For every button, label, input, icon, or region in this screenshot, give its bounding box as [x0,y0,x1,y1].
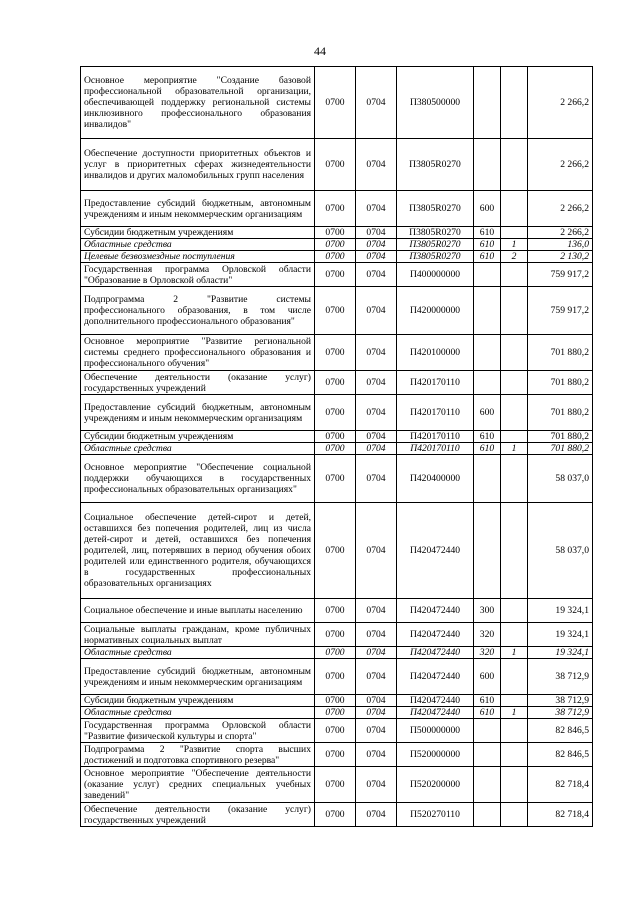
section-code-cell: 0700 [315,67,356,139]
amount-cell: 82 718,4 [528,767,593,803]
funding-source-cell [501,191,528,227]
subsection-code-cell: 0704 [356,443,397,455]
expense-type-cell [474,263,501,287]
section-code-cell: 0700 [315,623,356,647]
funding-source-cell [501,599,528,623]
section-code-cell: 0700 [315,599,356,623]
subsection-code-cell: 0704 [356,623,397,647]
section-code-cell: 0700 [315,659,356,695]
page-number: 44 [314,44,326,58]
section-code-cell: 0700 [315,431,356,443]
funding-source-cell [501,767,528,803]
amount-cell: 19 324,1 [528,647,593,659]
target-article-cell: П420472440 [397,707,474,719]
subsection-code-cell: 0704 [356,503,397,599]
subsection-code-cell: 0704 [356,395,397,431]
section-code-cell: 0700 [315,395,356,431]
expense-type-cell: 300 [474,599,501,623]
funding-source-cell [501,395,528,431]
funding-source-cell [501,659,528,695]
row-name-cell: Основное мероприятие "Обеспечение социальной поддержки обучающихся в государственных профессиональных образовательных организациях" [81,455,315,503]
expense-type-cell: 610 [474,431,501,443]
row-name-cell: Областные средства [81,647,315,659]
amount-cell: 701 880,2 [528,443,593,455]
funding-source-cell: 1 [501,239,528,251]
funding-source-cell [501,455,528,503]
table-row [81,395,593,431]
funding-source-cell [501,695,528,707]
expense-type-cell: 610 [474,239,501,251]
funding-source-cell [501,335,528,371]
row-name-cell: Государственная программа Орловской области "Образование в Орловской области" [81,263,315,287]
table-row [81,251,593,263]
target-article-cell: П420000000 [397,287,474,335]
table-row [81,191,593,227]
target-article-cell: П420472440 [397,599,474,623]
amount-cell: 58 037,0 [528,455,593,503]
section-code-cell: 0700 [315,287,356,335]
expense-type-cell: 600 [474,395,501,431]
table-row [81,455,593,503]
funding-source-cell: 1 [501,647,528,659]
section-code-cell: 0700 [315,719,356,743]
row-name-cell: Целевые безвозмездные поступления [81,251,315,263]
row-name-cell: Подпрограмма 2 "Развитие системы профессионального образования, в том числе дополнительного профессионального образования" [81,287,315,335]
target-article-cell: П420170110 [397,443,474,455]
row-name-cell: Предоставление субсидий бюджетным, автономным учреждениям и иным некоммерческим организациям [81,395,315,431]
amount-cell: 2 130,2 [528,251,593,263]
expense-type-cell [474,371,501,395]
table-row [81,695,593,707]
section-code-cell: 0700 [315,455,356,503]
row-name-cell: Основное мероприятие "Развитие региональной системы среднего профессионального образования и профессионального обучения" [81,335,315,371]
expense-type-cell [474,287,501,335]
subsection-code-cell: 0704 [356,263,397,287]
row-name-cell: Областные средства [81,707,315,719]
amount-cell: 701 880,2 [528,395,593,431]
table-row [81,371,593,395]
section-code-cell: 0700 [315,707,356,719]
row-name-cell: Предоставление субсидий бюджетным, автономным учреждениям и иным некоммерческим организациям [81,191,315,227]
subsection-code-cell: 0704 [356,67,397,139]
funding-source-cell [501,431,528,443]
funding-source-cell [501,67,528,139]
subsection-code-cell: 0704 [356,191,397,227]
table-row [81,767,593,803]
row-name-cell: Социальные выплаты гражданам, кроме публичных нормативных социальных выплат [81,623,315,647]
funding-source-cell: 1 [501,707,528,719]
target-article-cell: П520270110 [397,803,474,827]
target-article-cell: П420472440 [397,647,474,659]
subsection-code-cell: 0704 [356,455,397,503]
expense-type-cell: 320 [474,623,501,647]
funding-source-cell [501,139,528,191]
expense-type-cell [474,139,501,191]
expense-type-cell [474,803,501,827]
subsection-code-cell: 0704 [356,803,397,827]
amount-cell: 2 266,2 [528,139,593,191]
row-name-cell: Основное мероприятие "Обеспечение деятельности (оказание услуг) средних специальных учебных заведений" [81,767,315,803]
target-article-cell: П3805R0270 [397,239,474,251]
row-name-cell: Государственная программа Орловской области "Развитие физической культуры и спорта" [81,719,315,743]
amount-cell: 701 880,2 [528,431,593,443]
expense-type-cell: 610 [474,695,501,707]
section-code-cell: 0700 [315,803,356,827]
section-code-cell: 0700 [315,767,356,803]
funding-source-cell [501,287,528,335]
table-row [81,443,593,455]
section-code-cell: 0700 [315,371,356,395]
table-row [81,139,593,191]
table-row [81,287,593,335]
funding-source-cell: 2 [501,251,528,263]
section-code-cell: 0700 [315,695,356,707]
table-row [81,263,593,287]
funding-source-cell [501,803,528,827]
budget-table-body [81,67,593,827]
subsection-code-cell: 0704 [356,287,397,335]
row-name-cell: Субсидии бюджетным учреждениям [81,227,315,239]
table-row [81,743,593,767]
expense-type-cell [474,503,501,599]
expense-type-cell: 610 [474,707,501,719]
table-row [81,623,593,647]
expense-type-cell [474,743,501,767]
section-code-cell: 0700 [315,335,356,371]
expense-type-cell: 610 [474,443,501,455]
amount-cell: 759 917,2 [528,287,593,335]
target-article-cell: П3805R0270 [397,139,474,191]
table-row [81,431,593,443]
funding-source-cell [501,623,528,647]
table-row [81,503,593,599]
expense-type-cell: 610 [474,251,501,263]
amount-cell: 2 266,2 [528,227,593,239]
amount-cell: 82 846,5 [528,719,593,743]
subsection-code-cell: 0704 [356,707,397,719]
target-article-cell: П420472440 [397,695,474,707]
row-name-cell: Обеспечение деятельности (оказание услуг) государственных учреждений [81,803,315,827]
amount-cell: 58 037,0 [528,503,593,599]
amount-cell: 701 880,2 [528,371,593,395]
table-row [81,599,593,623]
row-name-cell: Субсидии бюджетным учреждениям [81,695,315,707]
amount-cell: 82 846,5 [528,743,593,767]
expense-type-cell: 600 [474,659,501,695]
section-code-cell: 0700 [315,227,356,239]
subsection-code-cell: 0704 [356,647,397,659]
amount-cell: 38 712,9 [528,695,593,707]
expense-type-cell: 600 [474,191,501,227]
target-article-cell: П420100000 [397,335,474,371]
target-article-cell: П420472440 [397,623,474,647]
amount-cell: 38 712,9 [528,707,593,719]
table-row [81,647,593,659]
row-name-cell: Субсидии бюджетным учреждениям [81,431,315,443]
target-article-cell: П420472440 [397,503,474,599]
row-name-cell: Социальное обеспечение и иные выплаты населению [81,599,315,623]
expense-type-cell: 320 [474,647,501,659]
expense-type-cell [474,455,501,503]
subsection-code-cell: 0704 [356,227,397,239]
expense-type-cell [474,767,501,803]
target-article-cell: П420472440 [397,659,474,695]
expense-type-cell [474,335,501,371]
amount-cell: 136,0 [528,239,593,251]
target-article-cell: П420170110 [397,371,474,395]
subsection-code-cell: 0704 [356,139,397,191]
target-article-cell: П500000000 [397,719,474,743]
row-name-cell: Подпрограмма 2 "Развитие спорта высших достижений и подготовка спортивного резерва" [81,743,315,767]
amount-cell: 2 266,2 [528,67,593,139]
funding-source-cell [501,743,528,767]
funding-source-cell [501,371,528,395]
row-name-cell: Социальное обеспечение детей-сирот и детей, оставшихся без попечения родителей, лиц из числа детей-сирот и детей, оставшихся без попечения родителей, лиц, потерявших в период обучения обоих родителей или единственного родителя, обучающихся в государственных профессиональных образовательных организациях [81,503,315,599]
table-row [81,659,593,695]
subsection-code-cell: 0704 [356,599,397,623]
subsection-code-cell: 0704 [356,251,397,263]
table-row [81,719,593,743]
funding-source-cell: 1 [501,443,528,455]
subsection-code-cell: 0704 [356,743,397,767]
expense-type-cell: 610 [474,227,501,239]
subsection-code-cell: 0704 [356,431,397,443]
subsection-code-cell: 0704 [356,335,397,371]
section-code-cell: 0700 [315,251,356,263]
amount-cell: 82 718,4 [528,803,593,827]
subsection-code-cell: 0704 [356,719,397,743]
amount-cell: 701 880,2 [528,335,593,371]
row-name-cell: Предоставление субсидий бюджетным, автономным учреждениям и иным некоммерческим организациям [81,659,315,695]
target-article-cell: П420400000 [397,455,474,503]
table-row [81,239,593,251]
subsection-code-cell: 0704 [356,371,397,395]
target-article-cell: П3805R0270 [397,251,474,263]
section-code-cell: 0700 [315,263,356,287]
section-code-cell: 0700 [315,503,356,599]
table-row [81,707,593,719]
table-row [81,803,593,827]
budget-table [80,66,593,827]
subsection-code-cell: 0704 [356,767,397,803]
amount-cell: 2 266,2 [528,191,593,227]
amount-cell: 759 917,2 [528,263,593,287]
section-code-cell: 0700 [315,191,356,227]
funding-source-cell [501,719,528,743]
subsection-code-cell: 0704 [356,695,397,707]
target-article-cell: П520200000 [397,767,474,803]
table-row [81,335,593,371]
section-code-cell: 0700 [315,743,356,767]
row-name-cell: Обеспечение доступности приоритетных объектов и услуг в приоритетных сферах жизнедеятельности инвалидов и других маломобильных групп населения [81,139,315,191]
target-article-cell: П420170110 [397,431,474,443]
section-code-cell: 0700 [315,139,356,191]
amount-cell: 19 324,1 [528,599,593,623]
amount-cell: 38 712,9 [528,659,593,695]
funding-source-cell [501,227,528,239]
expense-type-cell [474,67,501,139]
table-row [81,67,593,139]
target-article-cell: П380500000 [397,67,474,139]
target-article-cell: П3805R0270 [397,227,474,239]
funding-source-cell [501,503,528,599]
target-article-cell: П420170110 [397,395,474,431]
subsection-code-cell: 0704 [356,239,397,251]
row-name-cell: Обеспечение деятельности (оказание услуг) государственных учреждений [81,371,315,395]
section-code-cell: 0700 [315,239,356,251]
row-name-cell: Областные средства [81,443,315,455]
row-name-cell: Областные средства [81,239,315,251]
funding-source-cell [501,263,528,287]
target-article-cell: П520000000 [397,743,474,767]
amount-cell: 19 324,1 [528,623,593,647]
target-article-cell: П3805R0270 [397,191,474,227]
target-article-cell: П400000000 [397,263,474,287]
table-row [81,227,593,239]
section-code-cell: 0700 [315,647,356,659]
row-name-cell: Основное мероприятие "Создание базовой профессиональной образовательной организации, обеспечивающей поддержку региональной системы инклюзивного профессионального образования инвалидов" [81,67,315,139]
subsection-code-cell: 0704 [356,659,397,695]
section-code-cell: 0700 [315,443,356,455]
expense-type-cell [474,719,501,743]
